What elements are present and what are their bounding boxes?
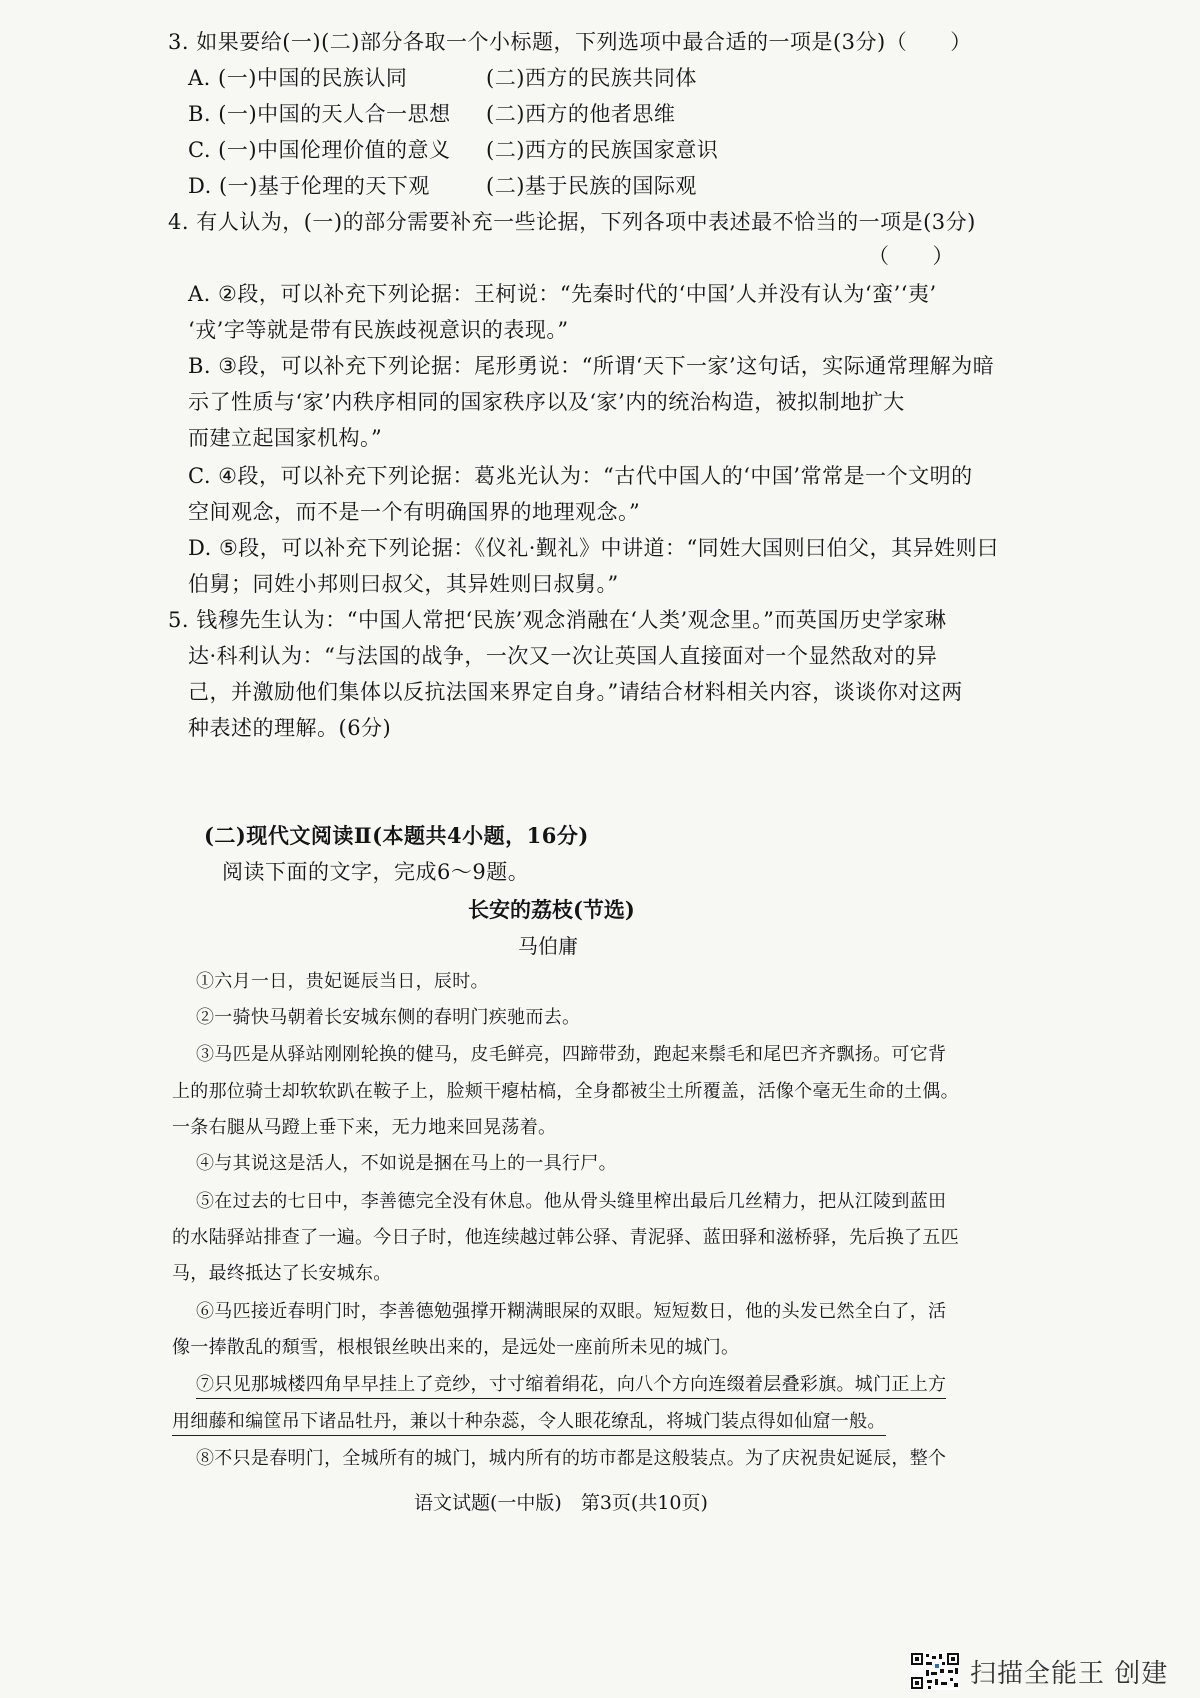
q4-stem: 4. 有人认为，(一)的部分需要补充一些论据，下列各项中表述最不恰当的一项是(3分) [168,210,976,234]
passage-line-underlined: 用细藤和编筐吊下诸品牡丹，兼以十种杂蕊，令人眼花缭乱，将城门装点得如仙窟一般。 [172,1407,886,1436]
passage-line: ①六月一日，贵妃诞辰当日，辰时。 [196,971,489,992]
passage-line: ④与其说这是活人，不如说是捆在马上的一具行尸。 [196,1153,617,1174]
q3-option-d: D. (一)基于伦理的天下观 [188,174,430,198]
q5-line3: 己，并激励他们集体以反抗法国来界定自身。”请结合材料相关内容，谈谈你对这两 [188,680,963,704]
section-heading: (二)现代文阅读Ⅱ(本题共4小题，16分) [204,823,589,848]
passage-line: ⑧不只是春明门，全城所有的城门，城内所有的坊市都是这般装点。为了庆祝贵妃诞辰，整个 [196,1448,947,1469]
qr-code-icon [910,1652,960,1690]
q4-answer-paren: （ ） [868,244,954,268]
passage-title: 长安的荔枝(节选) [468,897,635,922]
q3-option-d-b: (二)基于民族的国际观 [486,174,697,198]
camscanner-label: 扫描全能王 创建 [970,1658,1169,1689]
passage-line: ⑤在过去的七日中，李善德完全没有休息。他从骨头缝里榨出最后几丝精力，把从江陵到蓝田 [196,1191,947,1212]
q5-line1: 5. 钱穆先生认为：“中国人常把‘民族’观念消融在‘人类’观念里。”而英国历史学家琳 [168,608,947,632]
passage-line: ②一骑快马朝着长安城东侧的春明门疾驰而去。 [196,1007,581,1028]
page-footer: 语文试题(一中版) 第3页(共10页) [414,1492,708,1514]
q4-option-b-line3: 而建立起国家机构。” [188,426,383,450]
q3-option-b-b: (二)西方的他者思维 [486,102,676,126]
q3-option-c-b: (二)西方的民族国家意识 [486,138,719,162]
q5-line2: 达·科利认为：“与法国的战争，一次又一次让英国人直接面对一个显然敌对的异 [188,644,938,668]
passage-line: 上的那位骑士却软软趴在鞍子上，脸颊干瘪枯槁，全身都被尘土所覆盖，活像个毫无生命的土偶。 [172,1081,959,1102]
passage-line: ⑥马匹接近春明门时，李善德勉强撑开糊满眼屎的双眼。短短数日，他的头发已然全白了，活 [196,1301,947,1322]
passage-line-underlined: ⑦只见那城楼四角早早挂上了竞纱，寸寸缩着绢花，向八个方向连缀着层叠彩旗。城门正上方 [196,1370,946,1399]
passage-author: 马伯庸 [518,934,578,958]
q3-option-a-b: (二)西方的民族共同体 [486,66,697,90]
passage-line: 像一捧散乱的頹雪，根根银丝映出来的，是远处一座前所未见的城门。 [172,1337,740,1358]
section-instruction: 阅读下面的文字，完成6～9题。 [222,860,530,884]
q4-option-a-line1: A. ②段，可以补充下列论据：王柯说：“先秦时代的‘中国’人并没有认为‘蛮’‘夷’ [188,282,937,306]
q4-option-b-line1: B. ③段，可以补充下列论据：尾形勇说：“所谓‘天下一家’这句话，实际通常理解为暗 [188,354,995,378]
q4-option-c-line2: 空间观念，而不是一个有明确国界的地理观念。” [188,500,641,524]
q3-option-b: B. (一)中国的天人合一思想 [188,102,451,126]
q4-option-c-line1: C. ④段，可以补充下列论据：葛兆光认为：“古代中国人的‘中国’常常是一个文明的 [188,464,973,488]
passage-line: ③马匹是从驿站刚刚轮换的健马，皮毛鲜亮，四蹄带劲，跑起来鬃毛和尾巴齐齐飘扬。可它背 [196,1044,947,1065]
q4-option-b-line2: 示了性质与‘家’内秩序相同的国家秩序以及‘家’内的统治构造，被拟制地扩大 [188,390,905,414]
q3-option-a: A. (一)中国的民族认同 [188,66,408,90]
q5-line4: 种表述的理解。(6分) [188,716,392,740]
q4-option-d-line2: 伯舅；同姓小邦则曰叔父，其异姓则曰叔舅。” [188,572,619,596]
passage-line: 马，最终抵达了长安城东。 [172,1263,392,1284]
q4-option-d-line1: D. ⑤段，可以补充下列论据：《仪礼·觐礼》中讲道：“同姓大国则曰伯父，其异姓则曰 [188,536,999,560]
passage-line: 一条右腿从马蹬上垂下来，无力地来回晃荡着。 [172,1117,557,1138]
q4-option-a-line2: ‘戎’字等就是带有民族歧视意识的表现。” [188,318,569,342]
q3-stem: 3. 如果要给(一)(二)部分各取一个小标题，下列选项中最合适的一项是(3分)（ ） [168,30,972,54]
q3-option-c: C. (一)中国伦理价值的意义 [188,138,451,162]
camscanner-watermark [910,1652,1168,1690]
passage-line: 的水陆驿站排查了一遍。今日子时，他连续越过韩公驿、青泥驿、蓝田驿和滋桥驿，先后换了五匹 [172,1227,959,1248]
